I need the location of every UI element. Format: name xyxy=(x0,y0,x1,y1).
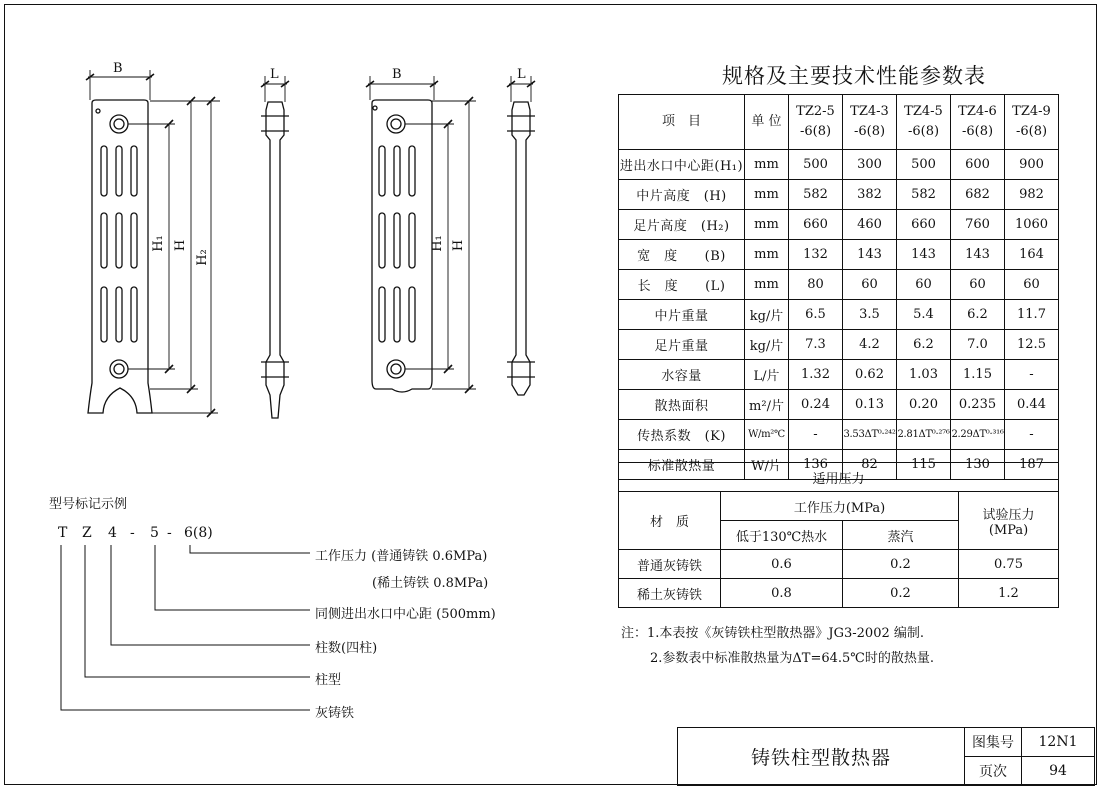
table-cell: 982 xyxy=(1005,180,1059,210)
header-model: TZ2-5 -6(8) xyxy=(789,95,843,150)
table-cell: 0.24 xyxy=(789,390,843,420)
code-letter: T xyxy=(58,525,68,541)
row-item: 中片高度 (H) xyxy=(619,180,745,210)
table-cell: 0.20 xyxy=(897,390,951,420)
working-pressure-header: 工作压力(MPa) xyxy=(721,492,959,521)
dim-label-h: H xyxy=(173,239,189,252)
table-cell: 382 xyxy=(843,180,897,210)
row-item: 中片重量 xyxy=(619,300,745,330)
table-cell: 6.2 xyxy=(951,300,1005,330)
table-cell: 60 xyxy=(951,270,1005,300)
row-unit: W/m²℃ xyxy=(745,420,789,450)
table-cell: 130 xyxy=(951,450,1005,480)
table-cell: - xyxy=(1005,420,1059,450)
note-1: 注：1.本表按《灰铸铁柱型散热器》JG3-2002 编制. xyxy=(621,626,925,641)
table-cell: 582 xyxy=(897,180,951,210)
table-cell: 1060 xyxy=(1005,210,1059,240)
code-letter: Z xyxy=(82,525,92,541)
table-cell: 60 xyxy=(897,270,951,300)
dim-label-h: H xyxy=(451,239,467,252)
code-letter: 5 xyxy=(150,525,159,541)
table-cell: 1.15 xyxy=(951,360,1005,390)
dim-label-l: L xyxy=(270,67,279,82)
header-model: TZ4-6 -6(8) xyxy=(951,95,1005,150)
label-working-pressure: 工作压力 (普通铸铁 0.6MPa) xyxy=(315,549,488,564)
table-cell: 0.8 xyxy=(721,579,843,608)
table-cell: 12.5 xyxy=(1005,330,1059,360)
page-label: 页次 xyxy=(965,757,1022,786)
row-item: 水容量 xyxy=(619,360,745,390)
table-cell: - xyxy=(789,420,843,450)
row-item: 传热系数 (K) xyxy=(619,420,745,450)
dim-label-h2: H₂ xyxy=(194,249,210,266)
table-cell: 660 xyxy=(897,210,951,240)
table-cell: 5.4 xyxy=(897,300,951,330)
material-cell: 稀土灰铸铁 xyxy=(619,579,721,608)
row-item: 标准散热量 xyxy=(619,450,745,480)
code-letter: - xyxy=(130,525,135,541)
atlas-number: 12N1 xyxy=(1022,728,1095,757)
test-pressure-header: 试验压力 (MPa) xyxy=(959,492,1059,550)
table-cell: 682 xyxy=(951,180,1005,210)
table-cell: 1.2 xyxy=(959,579,1059,608)
row-item: 宽 度 (B) xyxy=(619,240,745,270)
row-item: 足片重量 xyxy=(619,330,745,360)
table-cell: 60 xyxy=(1005,270,1059,300)
table-cell: 132 xyxy=(789,240,843,270)
row-unit: mm xyxy=(745,180,789,210)
table-cell: 2.29ΔT⁰·³¹⁶ xyxy=(951,420,1005,450)
table-cell: 0.75 xyxy=(959,550,1059,579)
row-item: 足片高度 (H₂) xyxy=(619,210,745,240)
table-cell: 1.32 xyxy=(789,360,843,390)
label-columns: 柱数(四柱) xyxy=(315,641,378,656)
table-cell: 582 xyxy=(789,180,843,210)
row-unit: m²/片 xyxy=(745,390,789,420)
table-cell: 0.62 xyxy=(843,360,897,390)
row-unit: kg/片 xyxy=(745,300,789,330)
material-header: 材 质 xyxy=(619,492,721,550)
code-letter: 4 xyxy=(108,525,117,541)
note-2: 2.参数表中标准散热量为ΔT=64.5℃时的散热量. xyxy=(650,651,934,666)
atlas-label: 图集号 xyxy=(965,728,1022,757)
table-cell: - xyxy=(1005,360,1059,390)
drawing-title: 铸铁柱型散热器 xyxy=(678,728,965,786)
table-cell: 143 xyxy=(951,240,1005,270)
spec-table-title: 规格及主要技术性能参数表 xyxy=(722,64,986,88)
table-cell: 900 xyxy=(1005,150,1059,180)
row-item: 进出水口中心距(H₁) xyxy=(619,150,745,180)
table-cell: 500 xyxy=(789,150,843,180)
dim-label-h1: H₁ xyxy=(150,235,166,252)
table-cell: 136 xyxy=(789,450,843,480)
header-model: TZ4-9 -6(8) xyxy=(1005,95,1059,150)
table-cell: 4.2 xyxy=(843,330,897,360)
label-center-distance: 同侧进出水口中心距 (500mm) xyxy=(315,607,496,622)
title-block xyxy=(677,727,1095,786)
table-cell: 500 xyxy=(897,150,951,180)
table-cell: 164 xyxy=(1005,240,1059,270)
row-unit: mm xyxy=(745,210,789,240)
steam-header: 蒸汽 xyxy=(843,521,959,550)
table-cell: 7.0 xyxy=(951,330,1005,360)
table-cell: 0.6 xyxy=(721,550,843,579)
hot-water-header: 低于130℃热水 xyxy=(721,521,843,550)
row-item: 散热面积 xyxy=(619,390,745,420)
table-cell: 60 xyxy=(843,270,897,300)
row-unit: kg/片 xyxy=(745,330,789,360)
row-item: 长 度 (L) xyxy=(619,270,745,300)
label-type: 柱型 xyxy=(315,673,342,688)
table-cell: 7.3 xyxy=(789,330,843,360)
table-cell: 80 xyxy=(789,270,843,300)
row-unit: L/片 xyxy=(745,360,789,390)
page-number: 94 xyxy=(1022,757,1095,786)
dim-label-b: B xyxy=(392,67,402,82)
table-cell: 0.2 xyxy=(843,579,959,608)
table-cell: 143 xyxy=(897,240,951,270)
table-cell: 0.13 xyxy=(843,390,897,420)
table-cell: 115 xyxy=(897,450,951,480)
table-cell: 82 xyxy=(843,450,897,480)
table-cell: 2.81ΔT⁰·²⁷⁶ xyxy=(897,420,951,450)
pressure-caption: 适用压力 xyxy=(619,463,1059,492)
code-letter: 6(8) xyxy=(184,525,213,541)
header-model: TZ4-5 -6(8) xyxy=(897,95,951,150)
table-cell: 187 xyxy=(1005,450,1059,480)
label-working-pressure-rare-earth: (稀土铸铁 0.8MPa) xyxy=(372,576,489,591)
row-unit: mm xyxy=(745,240,789,270)
table-cell: 3.53ΔT⁰·²⁴² xyxy=(843,420,897,450)
label-material: 灰铸铁 xyxy=(315,706,355,721)
table-cell: 1.03 xyxy=(897,360,951,390)
row-unit: mm xyxy=(745,270,789,300)
dim-label-h1: H₁ xyxy=(429,235,445,252)
dim-label-b: B xyxy=(113,61,123,76)
code-letter: - xyxy=(167,525,172,541)
table-cell: 0.44 xyxy=(1005,390,1059,420)
table-cell: 760 xyxy=(951,210,1005,240)
header-item: 项 目 xyxy=(619,95,745,150)
table-cell: 300 xyxy=(843,150,897,180)
header-model: TZ4-3 -6(8) xyxy=(843,95,897,150)
table-cell: 600 xyxy=(951,150,1005,180)
header-unit: 单 位 xyxy=(745,95,789,150)
table-cell: 3.5 xyxy=(843,300,897,330)
table-cell: 0.2 xyxy=(843,550,959,579)
table-cell: 660 xyxy=(789,210,843,240)
table-cell: 143 xyxy=(843,240,897,270)
table-cell: 460 xyxy=(843,210,897,240)
row-unit: mm xyxy=(745,150,789,180)
model-example-title: 型号标记示例 xyxy=(49,497,128,512)
material-cell: 普通灰铸铁 xyxy=(619,550,721,579)
table-cell: 0.235 xyxy=(951,390,1005,420)
table-cell: 11.7 xyxy=(1005,300,1059,330)
row-unit: W/片 xyxy=(745,450,789,480)
table-cell: 6.5 xyxy=(789,300,843,330)
table-cell: 6.2 xyxy=(897,330,951,360)
dim-label-l: L xyxy=(517,67,526,82)
